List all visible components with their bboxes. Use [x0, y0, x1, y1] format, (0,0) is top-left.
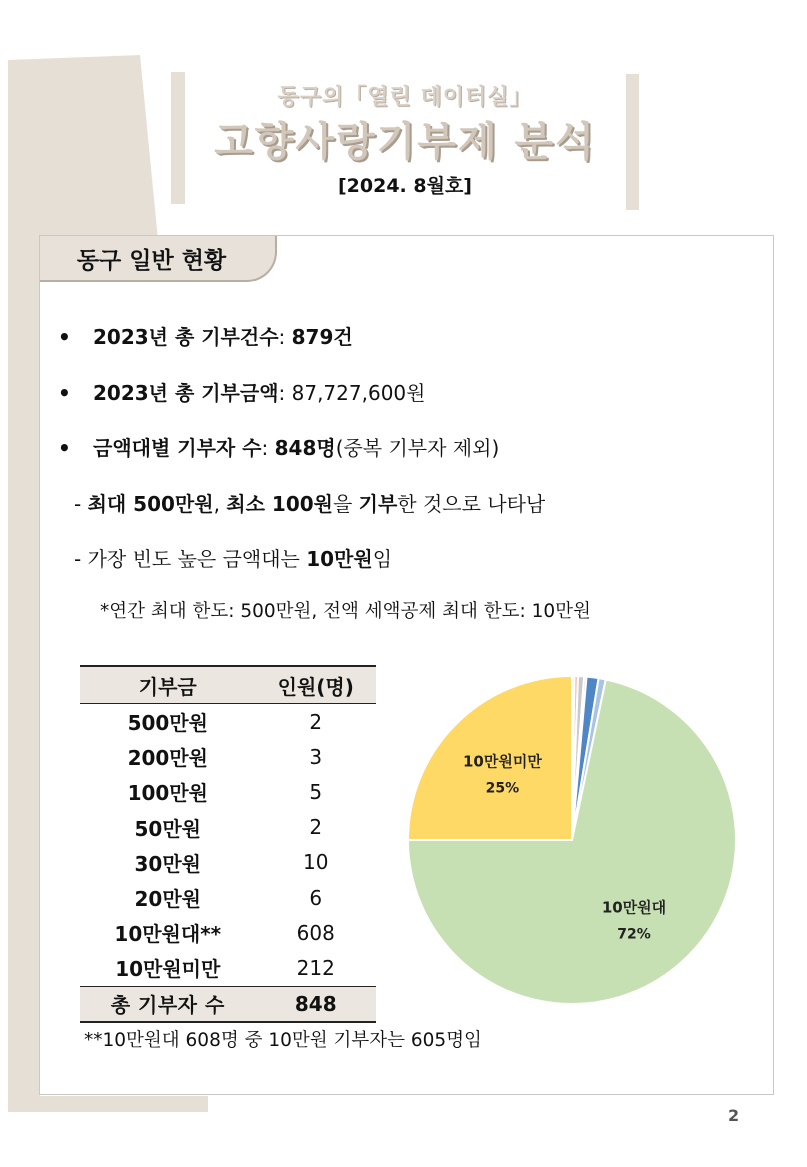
- table-row: [80, 739, 376, 774]
- donor-pie-chart: [400, 668, 750, 1018]
- header-count: 인원(명): [256, 666, 376, 704]
- text: 을: [332, 492, 359, 516]
- count-cell: 212: [296, 955, 335, 980]
- bullet-label: 금액대별 기부자 수: [93, 436, 262, 460]
- frequent-amount: 10만원: [306, 547, 373, 571]
- text: 임: [372, 547, 393, 571]
- table-row: [80, 845, 376, 880]
- footnote: **10만원대 608명 중 10만원 기부자는 605명임: [84, 1030, 482, 1051]
- table-total-row: [80, 986, 376, 1022]
- sub-line-prefix: -: [74, 492, 88, 516]
- bullet-donation-count: [58, 321, 353, 350]
- pie-slice-label: 10만원미만: [462, 752, 542, 771]
- header-amount: 기부금: [80, 666, 256, 704]
- bullet-sep: :: [261, 436, 275, 460]
- bullet-sep: :: [278, 381, 292, 405]
- header-right-bar: [626, 74, 639, 210]
- count-cell: 608: [296, 920, 335, 945]
- bullet-icon: •: [58, 325, 71, 349]
- count-cell: 3: [309, 744, 323, 769]
- count-cell: 6: [309, 885, 323, 910]
- bullet-value: 848명: [274, 436, 336, 460]
- amount-cell: 20만원: [134, 887, 201, 912]
- bullet-icon: •: [58, 436, 71, 460]
- section-tab: 동구 일반 현황: [40, 236, 277, 282]
- text: ,: [213, 492, 227, 516]
- amount-cell: 500만원: [127, 711, 208, 736]
- header-left-bar: [171, 72, 185, 204]
- sub-line-frequency: [74, 543, 392, 572]
- table-row: [80, 810, 376, 845]
- bullet-value: 87,727,600원: [291, 381, 426, 405]
- count-cell: 2: [309, 709, 323, 734]
- total-label: 총 기부자 수: [80, 986, 256, 1022]
- total-value: 848: [256, 986, 376, 1022]
- amount-cell: 10만원대**: [114, 922, 222, 947]
- bullet-label: 2023년 총 기부금액: [93, 381, 279, 405]
- report-title: 고향사랑기부제 분석: [214, 119, 596, 165]
- pie-slice-percent: 25%: [485, 780, 520, 797]
- bullet-icon: •: [58, 381, 71, 405]
- pie-slice-label: 10만원대: [601, 898, 667, 917]
- table-header-row: [80, 666, 376, 704]
- bullet-sep: :: [278, 325, 292, 349]
- amount-cell: 100만원: [127, 781, 208, 806]
- table-row: [80, 915, 376, 950]
- sub-line-range: [74, 488, 545, 517]
- count-cell: 5: [309, 779, 323, 804]
- bullet-suffix: (중복 기부자 제외): [335, 436, 500, 460]
- count-cell: 10: [303, 850, 329, 875]
- count-cell: 2: [309, 815, 323, 840]
- table-row: [80, 950, 376, 986]
- max-amount: 최대 500만원: [87, 492, 214, 516]
- report-date: [2024. 8월호]: [337, 175, 472, 197]
- bullet-donation-amount: [58, 377, 425, 406]
- report-subtitle: 동구의「열린 데이터실」: [277, 85, 533, 110]
- bullet-label: 2023년 총 기부건수: [93, 325, 279, 349]
- amount-cell: 50만원: [134, 816, 201, 841]
- bullet-donor-count: [58, 432, 499, 461]
- amount-cell: 30만원: [134, 851, 201, 876]
- text: 가장 빈도 높은 금액대는: [87, 547, 307, 571]
- donation-word: 기부: [358, 492, 398, 516]
- table-row: [80, 774, 376, 809]
- limit-note: *연간 최대 한도: 500만원, 전액 세액공제 최대 한도: 10만원: [100, 601, 591, 622]
- donor-table: [80, 665, 376, 1023]
- text: 한 것으로 나타남: [397, 492, 546, 516]
- amount-cell: 200만원: [127, 746, 208, 771]
- table-row: [80, 880, 376, 915]
- sub-line-prefix: -: [74, 547, 88, 571]
- min-amount: 최소 100원: [226, 492, 333, 516]
- amount-cell: 10만원미만: [115, 957, 221, 982]
- pie-slice-percent: 72%: [617, 926, 651, 943]
- page-number: 2: [728, 1106, 740, 1125]
- table-row: [80, 704, 376, 740]
- bullet-value: 879건: [291, 325, 353, 349]
